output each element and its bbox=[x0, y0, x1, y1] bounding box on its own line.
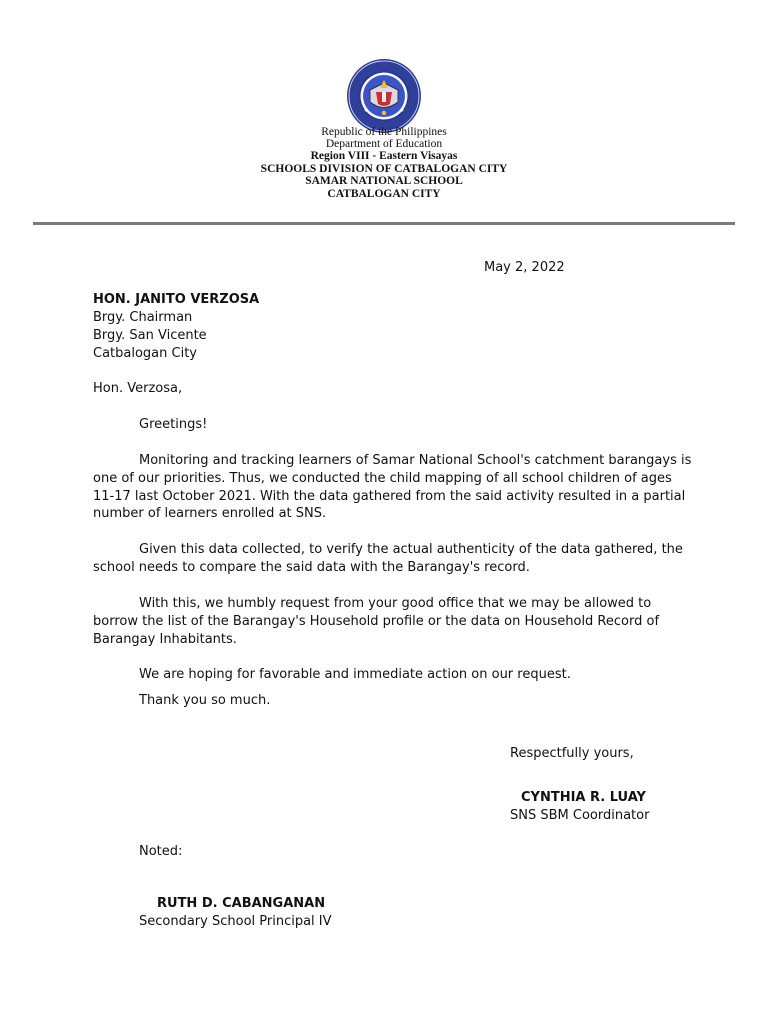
recipient-name: HON. JANITO VERZOSA bbox=[93, 292, 260, 307]
salutation: Hon. Verzosa, bbox=[93, 381, 183, 396]
letterhead-city: CATBALOGAN CITY bbox=[327, 188, 441, 200]
signatory-name: CYNTHIA R. LUAY bbox=[521, 790, 646, 805]
letter-date: May 2, 2022 bbox=[484, 260, 565, 275]
letterhead-line-2: Department of Education bbox=[325, 138, 443, 150]
letterhead-division: SCHOOLS DIVISION OF CATBALOGAN CITY bbox=[260, 163, 508, 175]
greeting: Greetings! bbox=[139, 417, 208, 432]
body-paragraph-1: Monitoring and tracking learners of Samar National School's catchment barangays is one of our priorities. Thus, we conducted the child mapping of all school children of ages 11-17 last October 2021. With the data gathered from the said activity resulted in a partial number of learners enrolled at SNS. bbox=[93, 453, 692, 522]
letterhead-line-1: Republic of the Philippines bbox=[321, 126, 447, 138]
noted-name: RUTH D. CABANGANAN bbox=[157, 896, 326, 911]
body-paragraph-4: We are hoping for favorable and immediate action on our request. bbox=[139, 667, 571, 682]
noted-title: Secondary School Principal IV bbox=[139, 914, 332, 929]
body-paragraph-5: Thank you so much. bbox=[139, 693, 271, 708]
recipient-city: Catbalogan City bbox=[93, 346, 197, 361]
deped-seal-icon bbox=[346, 58, 422, 134]
noted-label: Noted: bbox=[139, 844, 183, 859]
letterhead-region: Region VIII - Eastern Visayas bbox=[310, 150, 458, 162]
letterhead-school: SAMAR NATIONAL SCHOOL bbox=[305, 175, 463, 187]
header-divider bbox=[33, 222, 735, 225]
body-paragraph-2: Given this data collected, to verify the actual authenticity of the data gathered, the school needs to compare the said data with the Barangay's record. bbox=[93, 542, 683, 575]
closing: Respectfully yours, bbox=[510, 746, 634, 761]
recipient-title: Brgy. Chairman bbox=[93, 310, 193, 325]
signatory-title: SNS SBM Coordinator bbox=[510, 808, 650, 823]
recipient-barangay: Brgy. San Vicente bbox=[93, 328, 207, 343]
body-paragraph-3: With this, we humbly request from your good office that we may be allowed to borrow the list of the Barangay's Household profile or the data on Household Record of Barangay Inhabitants. bbox=[93, 596, 660, 647]
